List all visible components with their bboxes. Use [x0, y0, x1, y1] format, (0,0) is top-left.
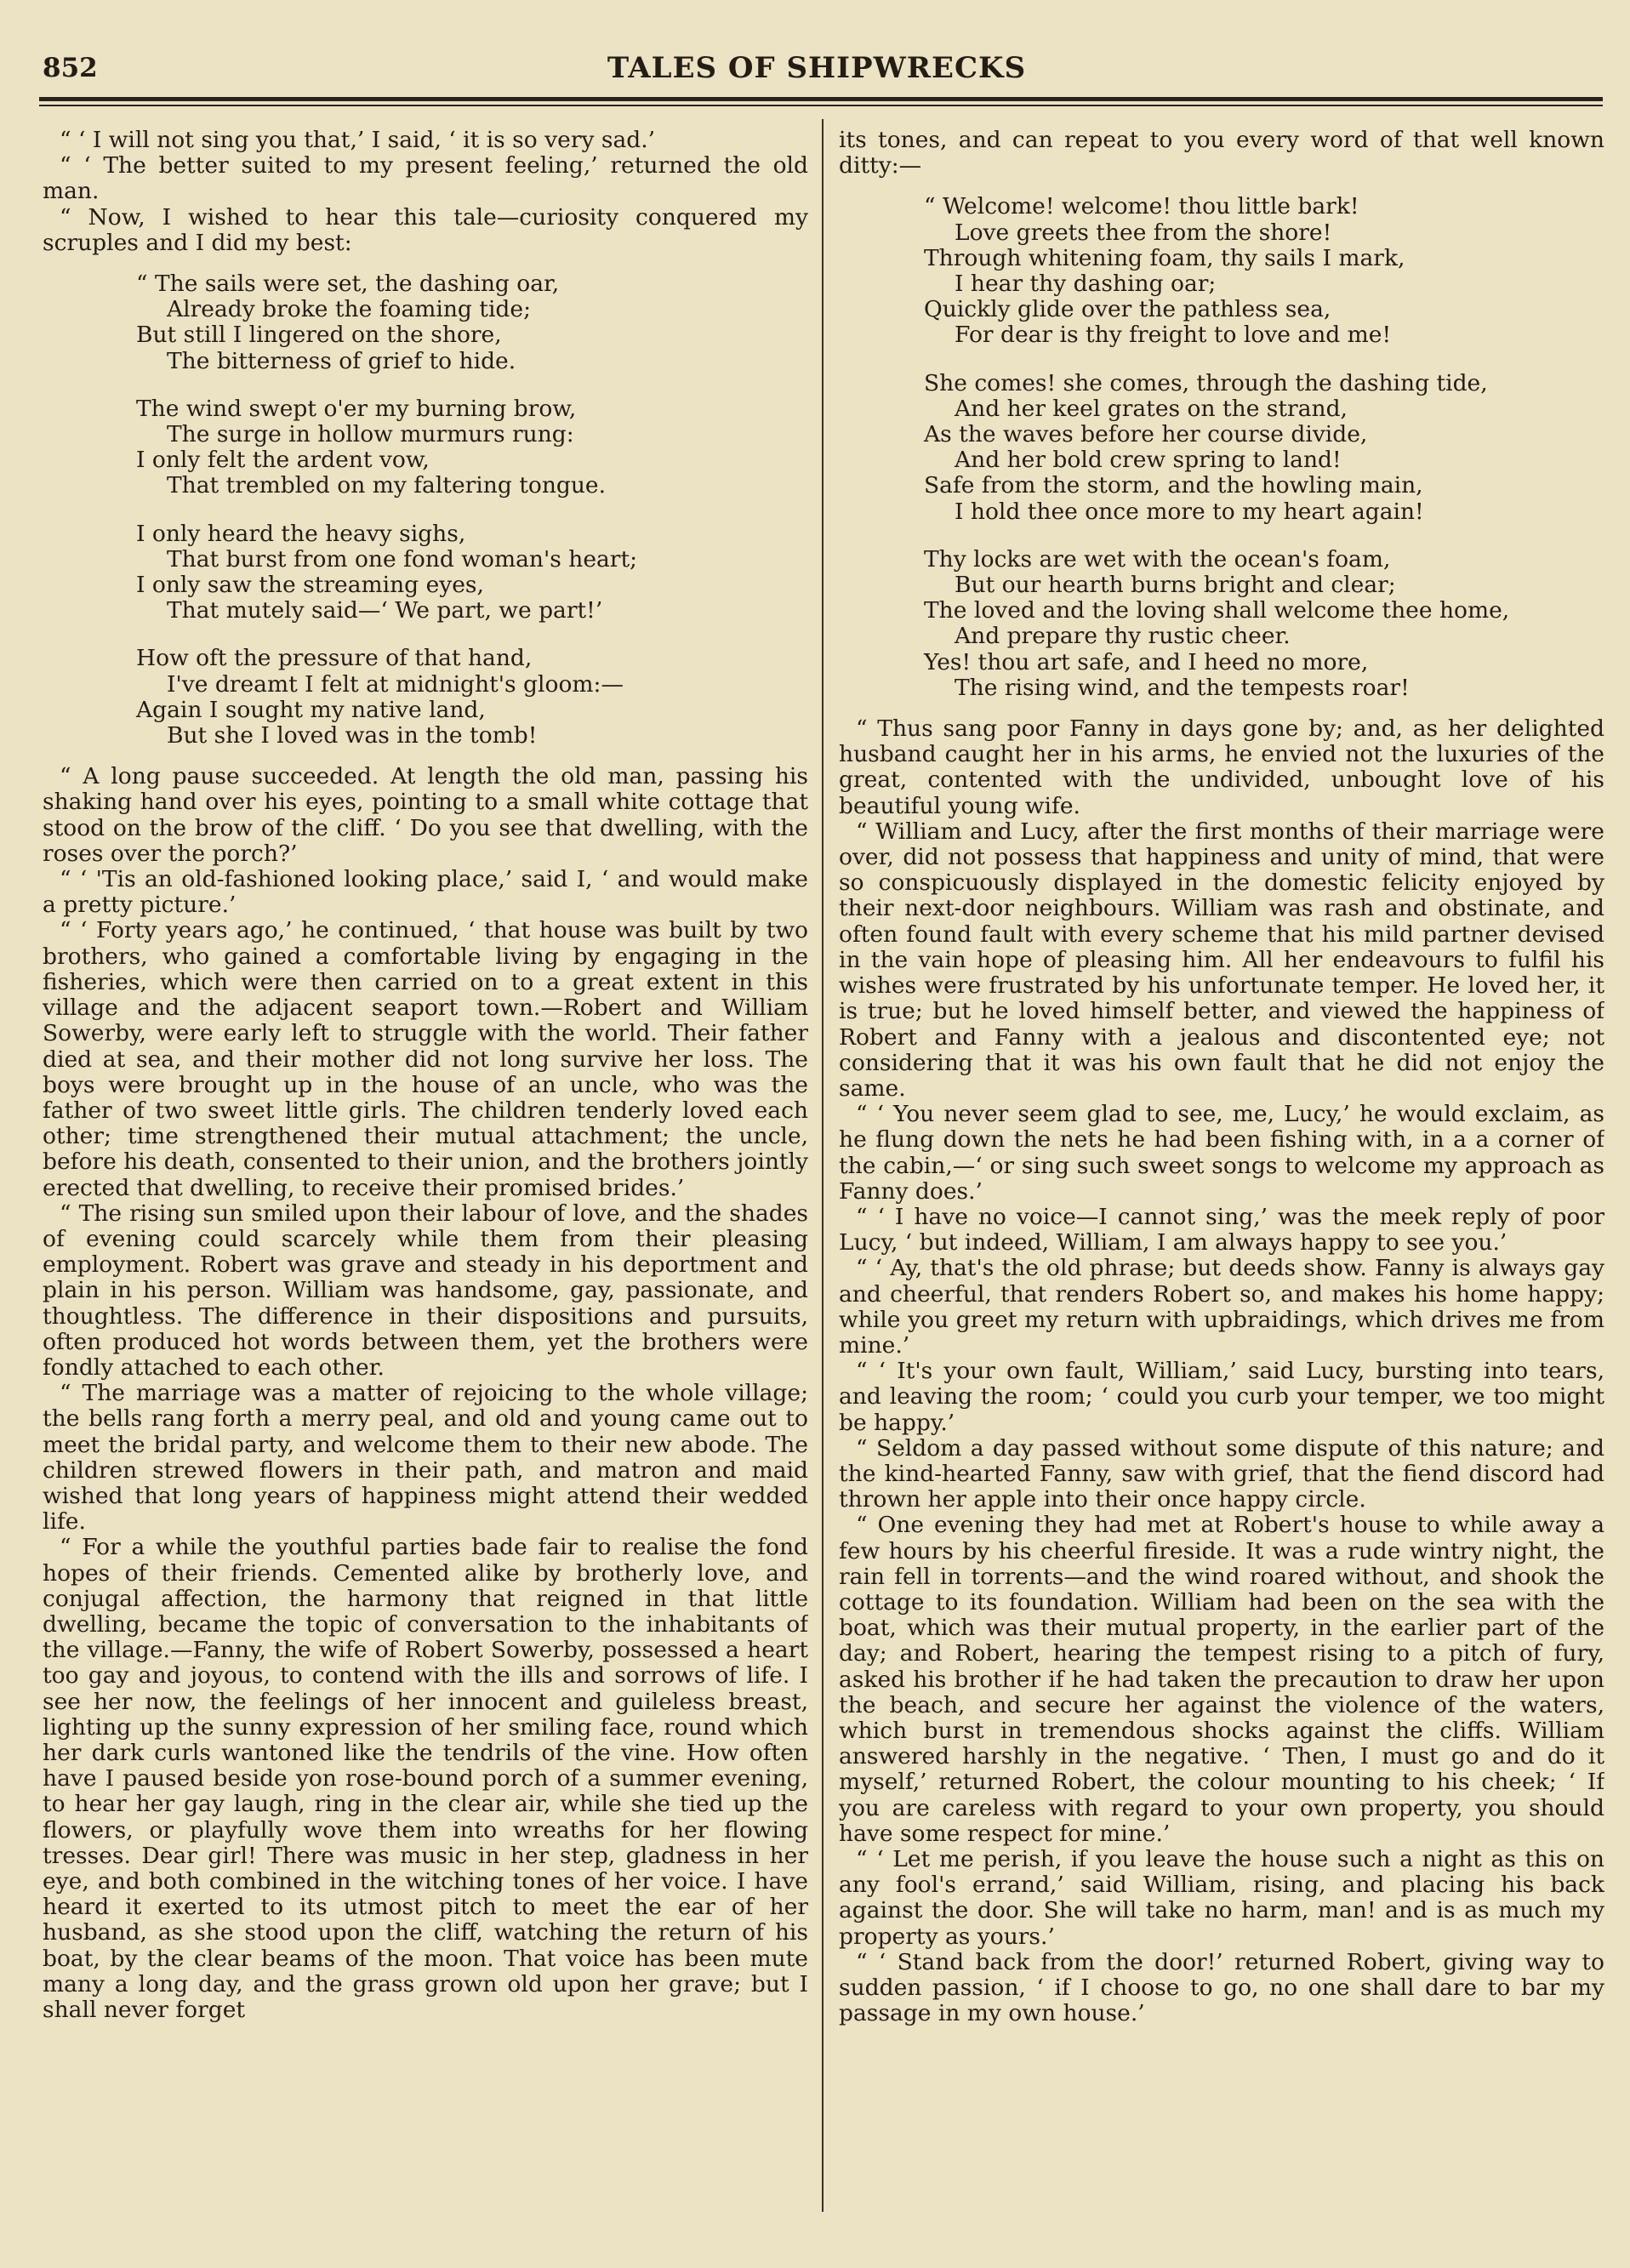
poem-line: “ Welcome! welcome! thou little bark!: [924, 193, 1359, 220]
poem-line: And her keel grates on the strand,: [955, 395, 1348, 422]
paragraph: “ ‘ The better suited to my present feeling,’ returned the old man.: [43, 152, 808, 205]
poem-line: Love greets thee from the shore!: [955, 219, 1332, 246]
paragraph: “ ‘ 'Tis an old-fashioned looking place,’ said I, ‘ and would make a pretty picture.’: [43, 866, 808, 919]
poem-stanza: [136, 271, 808, 374]
poem-stanza: [924, 194, 1604, 348]
paragraph: “ Now, I wished to hear this tale—curiosity conquered my scruples and I did my best:: [43, 203, 808, 256]
poem-line: I hold thee once more to my heart again!: [955, 498, 1424, 525]
header-rule-thick: [39, 97, 1603, 101]
poem-line: Again I sought my native land,: [136, 696, 486, 723]
left-paragraphs-b: [43, 764, 808, 2023]
poem-line: As the waves before her course divide,: [924, 421, 1368, 448]
paragraph: “ ‘ I will not sing you that,’ I said, ‘ it is so very sad.’: [60, 128, 656, 153]
poem-line: That mutely said—‘ We part, we part!’: [167, 597, 603, 624]
poem-line: How oft the pressure of that hand,: [136, 645, 533, 672]
paragraph: “ ‘ Ay, that's the old phrase; but deeds show. Fanny is always gay and cheerful, that renders Robert so, and makes his home happy; while you greet my return with upbraidings, which drives me from mine.’: [839, 1255, 1604, 1359]
right-paragraphs-a: [839, 128, 1604, 179]
poem-line: The rising wind, and the tempests roar!: [955, 674, 1410, 701]
running-title: TALES OF SHIPWRECKS: [607, 51, 1027, 85]
paragraph: its tones, and can repeat to you every word of that well known ditty:—: [839, 128, 1604, 180]
poem-line: That burst from one fond woman's heart;: [167, 545, 638, 573]
poem-line: Quickly glide over the pathless sea,: [924, 296, 1331, 323]
paragraph: “ ‘ It's your own fault, William,’ said Lucy, bursting into tears, and leaving the room; ‘ could you curb your temper, we too might be happy.’: [839, 1358, 1604, 1436]
left-paragraphs-a: [43, 128, 808, 256]
left-column: [43, 128, 808, 2229]
paragraph: “ Seldom a day passed without some dispute of this nature; and the kind-hearted Fanny, saw with grief, that the fiend discord had thrown her apple into their once happy circle.: [839, 1434, 1604, 1513]
paragraph: “ The rising sun smiled upon their labour of love, and the shades of evening could scarcely while them from their pleasing employment. Robert was grave and steady in his deportment and plain in his person. William was handsome, gay, passionate, and thoughtless. The difference in their dispositions and pursuits, often produced hot words between them, yet the brothers were fondly attached to each other.: [43, 1200, 808, 1381]
poem-stanza: [136, 396, 808, 499]
poem-line: But our hearth burns bright and clear;: [955, 572, 1396, 599]
page-number: 852: [43, 53, 98, 83]
poem-stanza: [136, 521, 808, 624]
poem-line: The bitterness of grief to hide.: [167, 347, 516, 374]
poem-stanza: [136, 646, 808, 749]
paragraph: “ ‘ Stand back from the door!’ returned Robert, giving way to sudden passion, ‘ if I choose to go, no one shall dare to bar my passage in my own house.’: [839, 1948, 1604, 2027]
poem-line: She comes! she comes, through the dashing tide,: [924, 369, 1488, 396]
poem-line: Yes! thou art safe, and I heed no more,: [924, 648, 1369, 675]
header-rule-thin: [39, 105, 1603, 106]
poem-line: And her bold crew spring to land!: [955, 447, 1342, 474]
poem-line: “ The sails were set, the dashing oar,: [136, 271, 560, 298]
poem-line: I've dreamt I felt at midnight's gloom:—: [167, 670, 624, 698]
poem-line: That trembled on my faltering tongue.: [167, 472, 607, 499]
poem-line: But she I loved was in the tomb!: [167, 722, 538, 749]
right-column: [839, 128, 1604, 2229]
poem-line: Safe from the storm, and the howling main,: [924, 472, 1423, 499]
paragraph: “ William and Lucy, after the first months of their marriage were over, did not possess that happiness and unity of mind, that were so conspicuously displayed in the domestic felicity enjoyed by their next-door neighbours. William was rash and obstinate, and often found fault with every scheme that his mild partner devised in the vain hope of pleasing him. All her endeavours to fulfil his wishes were frustrated by his unfortunate temper. He loved her, it is true; but he loved himself better, and viewed the happiness of Robert and Fanny with a jealous and discontented eye; not considering that it was his own fault that he did not enjoy the same.: [839, 818, 1604, 1102]
paragraph: “ ‘ I have no voice—I cannot sing,’ was the meek reply of poor Lucy, ‘ but indeed, William, I am always happy to see you.’: [839, 1203, 1604, 1257]
poem-line: The surge in hollow murmurs rung:: [167, 421, 574, 448]
poem-stanza: [924, 547, 1604, 701]
poem-line: I hear thy dashing oar;: [955, 271, 1217, 298]
poem-line: Through whitening foam, thy sails I mark,: [924, 244, 1405, 271]
poem-line: I only heard the heavy sighs,: [136, 520, 466, 547]
paragraph: “ The marriage was a matter of rejoicing to the whole village; the bells rang forth a merry peal, and old and young came out to meet the bridal party, and welcome them to their new abode. The children strewed flowers in their path, and matron and maid wished that long years of happiness might attend their wedded life.: [43, 1380, 808, 1536]
poem-line: But still I lingered on the shore,: [136, 322, 502, 349]
poem-line: I only felt the ardent vow,: [136, 447, 430, 474]
poem-line: Thy locks are wet with the ocean's foam,: [924, 545, 1391, 573]
paragraph: “ ‘ Let me perish, if you leave the house such a night as this on any fool's errand,’ said William, rising, and placing his back against the door. She will take no harm, man! and is as much my property as yours.’: [839, 1846, 1604, 1950]
poem-line: And prepare thy rustic cheer.: [955, 623, 1291, 650]
paragraph: “ Thus sang poor Fanny in days gone by; and, as her delighted husband caught her in his arms, he envied not the luxuries of the great, contented with the undivided, unbought love of his beautiful young wife.: [839, 715, 1604, 819]
left-poem: [136, 271, 808, 749]
paragraph: “ ‘ You never seem glad to see, me, Lucy,’ he would exclaim, as he flung down the nets he had been fishing with, in a a corner of the cabin,—‘ or sing such sweet songs to welcome my approach as Fanny does.’: [839, 1101, 1604, 1205]
poem-line: The loved and the loving shall welcome thee home,: [924, 597, 1510, 624]
page-header: [43, 51, 1591, 94]
poem-line: For dear is thy freight to love and me!: [955, 322, 1392, 349]
right-paragraphs-b: [839, 716, 1604, 2026]
paragraph: “ ‘ Forty years ago,’ he continued, ‘ that house was built by two brothers, who gained a comfortable living by engaging in the fisheries, which were then carried on to a great extent in this village and the adjacent seaport town.—Robert and William Sowerby, were early left to struggle with the world. Their father died at sea, and their mother did not long survive her loss. The boys were brought up in the house of an uncle, who was the father of two sweet little girls. The children tenderly loved each other; time strengthened their mutual attachment; the uncle, before his death, consented to their union, and the brothers jointly erected that dwelling, to receive their promised brides.’: [43, 917, 808, 1201]
poem-line: The wind swept o'er my burning brow,: [136, 395, 577, 422]
column-divider: [822, 119, 824, 2212]
paragraph: “ One evening they had met at Robert's house to while away a few hours by his cheerful fireside. It was a rude wintry night, the rain fell in torrents—and the wind roared without, and shook the cottage to its foundation. William had been on the sea with the boat, which was their mutual property, in the earlier part of the day; and Robert, hearing the tempest rising to a pitch of fury, asked his brother if he had taken the precaution to draw her upon the beach, and secure her against the violence of the waters, which burst in tremendous shocks against the cliffs. William answered harshly in the negative. ‘ Then, I must go and do it myself,’ returned Robert, the colour mounting to his cheek; ‘ If you are careless with regard to your own property, you should have some respect for mine.’: [839, 1512, 1604, 1847]
right-poem: [924, 194, 1604, 701]
poem-line: I only saw the streaming eyes,: [136, 572, 484, 599]
poem-stanza: [924, 371, 1604, 525]
poem-line: Already broke the foaming tide;: [167, 296, 532, 323]
paragraph: “ A long pause succeeded. At length the old man, passing his shaking hand over his eyes, pointing to a small white cottage that stood on the brow of the cliff. ‘ Do you see that dwelling, with the roses over the porch?’: [43, 763, 808, 867]
paragraph: “ For a while the youthful parties bade fair to realise the fond hopes of their friends. Cemented alike by brotherly love, and conjugal affection, the harmony that reigned in that little dwelling, became the topic of conversation to the inhabitants of the village.—Fanny, the wife of Robert Sowerby, possessed a heart too gay and joyous, to contend with the ills and sorrows of life. I see her now, the feelings of her innocent and guileless breast, lighting up the sunny expression of her smiling face, round which her dark curls wantoned like the tendrils of the vine. How often have I paused beside yon rose-bound porch of a summer evening, to hear her gay laugh, ring in the clear air, while she tied up the flowers, or playfully wove them into wreaths for her flowing tresses. Dear girl! There was music in her step, gladness in her eye, and both combined in the witching tones of her voice. I have heard it exerted to its utmost pitch to meet the ear of her husband, as she stood upon the cliff, watching the return of his boat, by the clear beams of the moon. That voice has been mute many a long day, and the grass grown old upon her grave; but I shall never forget: [43, 1534, 808, 2024]
